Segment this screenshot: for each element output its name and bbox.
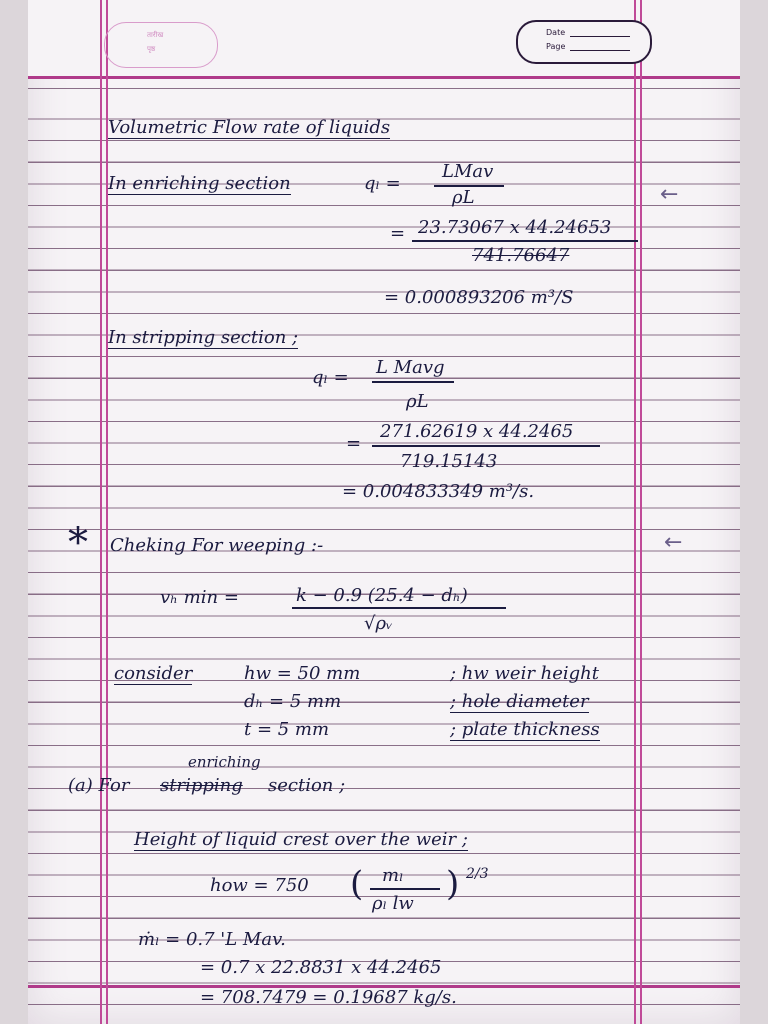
page-underline — [570, 50, 630, 51]
vh-min-lhs: vₕ min = — [160, 587, 239, 608]
ml-line-3: = 708.7479 = 0.19687 kg/s. — [200, 987, 457, 1008]
enriching-section-label: In enriching section — [108, 173, 291, 194]
strip-numerator: L Mavg — [376, 357, 445, 378]
enrich-numerator: LMav — [442, 161, 494, 182]
date-label-hindi: तारीख — [147, 31, 164, 39]
vh-fraction-bar — [292, 607, 506, 609]
enrich-result: = 0.000893206 m³/S — [384, 287, 574, 308]
hw-description: ; hw weir height — [450, 663, 600, 684]
dh-equation: dₕ = 5 mm — [244, 691, 342, 712]
left-margin-line — [100, 0, 102, 1024]
consider-label: consider — [114, 663, 193, 684]
strip-denominator: ρL — [406, 391, 429, 412]
enrich-denominator-value: 741.76647 — [472, 245, 570, 266]
how-denominator: ρₗ lw — [372, 893, 414, 914]
hindi-date-box — [104, 22, 218, 68]
strip-eq: = — [346, 433, 362, 454]
strip-fraction-bar-2 — [372, 445, 600, 447]
vh-min-denominator: √ρᵥ — [364, 613, 393, 634]
how-exponent: 2/3 — [466, 866, 489, 882]
dh-description: ; hole diameter — [450, 691, 589, 712]
hw-equation: hw = 50 mm — [244, 663, 361, 684]
title: Volumetric Flow rate of liquids — [108, 117, 391, 138]
enrich-denominator: ρL — [452, 187, 475, 208]
how-lhs: how = 750 — [210, 875, 309, 896]
page-label-hindi: पृष्ठ — [147, 45, 156, 53]
section-a-suffix: section ; — [268, 775, 346, 796]
stripping-section-label: In stripping section ; — [108, 327, 299, 348]
strip-numerator-values: 271.62619 x 44.2465 — [380, 421, 574, 442]
ml-line-2: = 0.7 x 22.8831 x 44.2465 — [200, 957, 442, 978]
page-label: Page — [546, 42, 566, 51]
strip-denominator-value: 719.15143 — [400, 451, 498, 472]
t-equation: t = 5 mm — [244, 719, 330, 740]
date-underline — [570, 36, 630, 37]
ml-line-1: ṁₗ = 0.7 'L Mav. — [138, 929, 286, 950]
strip-result: = 0.004833349 m³/s. — [342, 481, 535, 502]
section-a-prefix: (a) For — [68, 775, 130, 796]
enrich-fraction-bar-2 — [412, 240, 638, 242]
weeping-heading: Cheking For weeping :- — [110, 535, 324, 556]
enrich-numerator-values: 23.73067 x 44.24653 — [418, 217, 612, 238]
strip-ql: qₗ = — [312, 367, 349, 388]
enrich-eq: = — [390, 223, 406, 244]
arrow-icon-2: ← — [664, 530, 683, 555]
left-margin-line-2 — [106, 0, 108, 1024]
left-paren: ( — [350, 864, 364, 904]
strip-fraction-bar — [372, 381, 454, 383]
right-margin-line-2 — [640, 0, 642, 1024]
enrich-ql: qₗ = — [364, 173, 401, 194]
vh-min-numerator: k − 0.9 (25.4 − dₕ) — [296, 585, 468, 606]
right-paren: ) — [446, 864, 460, 904]
section-a-struck: stripping — [160, 775, 243, 796]
how-fraction-bar — [370, 888, 440, 890]
enriching-insert: enriching — [188, 753, 261, 771]
how-numerator: mₗ — [382, 865, 404, 886]
star-bullet: * — [68, 520, 88, 566]
arrow-icon: ← — [660, 182, 679, 207]
right-margin-line — [634, 0, 636, 1024]
date-page-box — [516, 20, 652, 64]
t-description: ; plate thickness — [450, 719, 600, 740]
crest-heading: Height of liquid crest over the weir ; — [134, 829, 468, 850]
date-label: Date — [546, 28, 566, 37]
